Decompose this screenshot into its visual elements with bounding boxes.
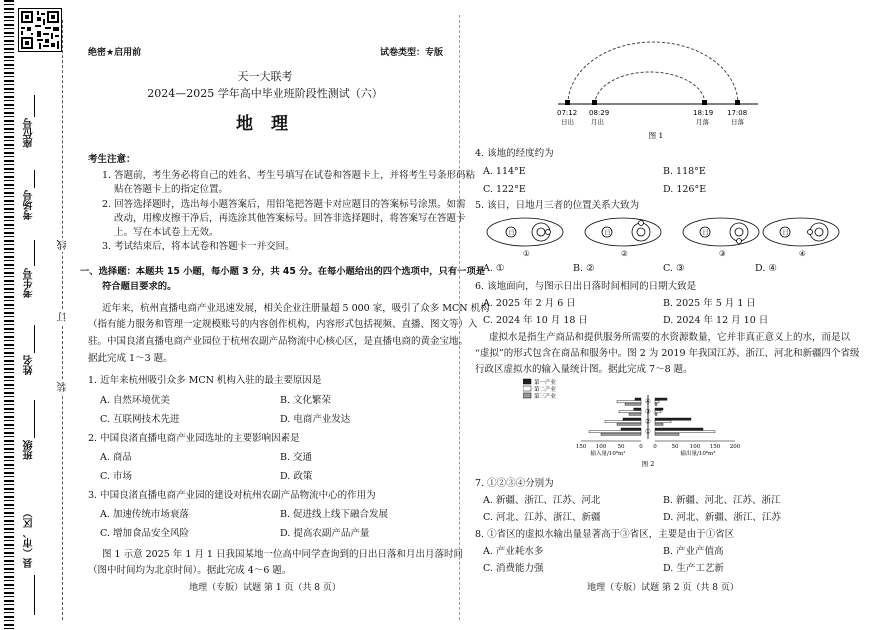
time-marker — [592, 100, 597, 105]
input-bar — [601, 433, 641, 435]
confidential-mark: 绝密★启用前 — [88, 48, 142, 58]
q8-option-d[interactable]: D. 生产工艺新 — [663, 563, 724, 574]
blank-line — [34, 170, 35, 188]
output-bar — [655, 411, 661, 413]
question-8-stem: 8. ①省区的虚拟水输出量显著高于③省区，主要是由于①省区 — [475, 529, 735, 540]
svg-text:日: 日 — [604, 229, 611, 237]
category-label: ③ — [645, 407, 651, 416]
legend-swatch — [523, 386, 531, 391]
q5-option-d[interactable]: D. ④ — [755, 263, 777, 274]
q1-option-c[interactable]: C. 互联网技术先进 — [100, 414, 180, 425]
tick-label: 100 — [595, 444, 607, 450]
input-bar — [623, 418, 641, 420]
binding-strip — [0, 0, 70, 630]
orbit-diagram-4 — [763, 218, 839, 258]
time-label: 07:12 — [557, 109, 578, 117]
subject-title: 地 理 — [236, 114, 294, 134]
time-marker — [565, 100, 570, 105]
page-1 — [80, 0, 490, 630]
q3-option-b[interactable]: B. 促进线上线下融合发展 — [280, 509, 389, 520]
binding-field-seat: 座位号 — [24, 118, 35, 148]
note-line: 改动，用橡皮擦干净后，再选涂其他答案标号。回答非选择题时，将答案写在答题卡 — [114, 213, 466, 224]
note-line: 上。写在本试卷上无效。 — [114, 227, 219, 238]
barcode — [4, 0, 14, 630]
binding-field-county: 县（市、区） — [24, 508, 35, 568]
input-bar — [625, 403, 641, 405]
q4-option-c[interactable]: C. 122°E — [483, 184, 526, 195]
q6-option-d[interactable]: D. 2024 年 12 月 10 日 — [663, 315, 769, 326]
exam-title: 2024—2025 学年高中毕业班阶段性测试（六） — [147, 87, 383, 100]
svg-text:日: 日 — [508, 229, 515, 237]
output-bar — [655, 431, 715, 433]
input-bar — [621, 428, 641, 430]
figure-2-chart — [523, 377, 783, 471]
q5-option-b[interactable]: B. ② — [573, 263, 595, 274]
output-bar — [655, 403, 657, 405]
blank-line — [34, 95, 35, 117]
q8-option-b[interactable]: B. 产业产值高 — [663, 546, 724, 557]
chart-legend — [523, 378, 557, 400]
seal-mark-line: 线 — [58, 240, 69, 250]
diagram-label: ② — [621, 249, 628, 258]
q4-option-d[interactable]: D. 126°E — [663, 184, 707, 195]
note-line: 贴在答题卡上的指定位置。 — [114, 184, 229, 195]
time-marker — [735, 100, 740, 105]
diagram-label: ③ — [719, 249, 726, 258]
question-3-stem: 3. 中国良渚直播电商产业园的建设对杭州农副产品物流中心的作用为 — [88, 490, 376, 501]
output-bar — [655, 413, 657, 415]
input-bar — [629, 413, 641, 415]
passage-line: 近年来，杭州直播电商产业迅速发展，相关企业注册量超 5 000 家，吸引了众多 MCN 机构 — [102, 303, 490, 314]
section-heading: 一、选择题：本题共 15 小题，每小题 3 分，共 45 分。在每小题给出的四个选项中，只有一项是 — [80, 266, 486, 277]
svg-text:日: 日 — [702, 229, 709, 237]
passage-line: （图中时间均为北京时间）。据此完成 4～6 题。 — [88, 565, 292, 576]
time-label: 17:08 — [727, 109, 748, 117]
q3-option-a[interactable]: A. 加速传统市场衰落 — [100, 509, 189, 520]
output-bar — [655, 433, 679, 435]
blank-line — [34, 400, 35, 438]
passage-line: 虚拟水是指生产商品和提供服务所需要的水资源数量，它并非真正意义上的水，而是以 — [489, 332, 851, 343]
blank-line — [34, 575, 35, 615]
footer-page-1: 地理（专版）试题 第 1 页（共 8 页） — [189, 583, 341, 593]
passage-line: “虚拟”的形式包含在商品和服务中。图 2 为 2019 年我国江苏、浙江、河北和新疆四个省级 — [475, 348, 860, 359]
input-bar — [589, 431, 641, 433]
q6-option-c[interactable]: C. 2024 年 10 月 18 日 — [483, 315, 588, 326]
q3-option-d[interactable]: D. 提高农副产品产量 — [280, 528, 370, 539]
input-bar — [619, 411, 641, 413]
question-1-stem: 1. 近年来杭州吸引众多 MCN 机构入驻的最主要原因是 — [88, 375, 322, 386]
q3-option-c[interactable]: C. 增加食品安全风险 — [100, 528, 189, 539]
q7-option-c[interactable]: C. 河北、江苏、浙江、新疆 — [483, 512, 601, 523]
binding-field-room: 考场号 — [24, 190, 35, 220]
diagram-label: ① — [523, 249, 530, 258]
note-line: 3. 考试结束后，将本试卷和答题卡一并交回。 — [102, 241, 295, 252]
output-bar — [655, 408, 663, 410]
legend-swatch — [523, 379, 531, 384]
passage-line: 图 1 示意 2025 年 1 月 1 日我国某地一位高中同学查询到的日出日落和月出月落时间 — [102, 549, 463, 560]
output-bar — [655, 423, 663, 425]
figure-1-caption: 图 1 — [648, 131, 664, 140]
q6-option-a[interactable]: A. 2025 年 2 月 6 日 — [483, 298, 576, 309]
qr-code-icon — [18, 8, 62, 52]
note-line: 2. 回答选择题时，选出每小题答案后，用铅笔把答题卡对应题目的答案标号涂黑。如需 — [102, 199, 466, 210]
q2-option-a[interactable]: A. 商品 — [100, 452, 132, 463]
orbit-diagram-1 — [487, 218, 563, 258]
note-line: 1. 答题前，考生务必将自己的姓名、考生号填写在试卷和答题卡上，并将考生号条形码粘 — [102, 170, 476, 181]
passage-line: （指有能力服务和管理一定规模账号的内容创作机构，内容形式包括视频、直播、图文等）入 — [88, 319, 478, 330]
sun-arc — [568, 42, 738, 104]
question-6-stem: 6. 该地面向，与图示日出日落时间相同的日期大致是 — [475, 281, 697, 292]
figure-2-caption: 图 2 — [641, 460, 655, 468]
q7-option-d[interactable]: D. 河北、新疆、浙江、江苏 — [663, 512, 781, 523]
binding-field-class: 班级 — [24, 440, 35, 460]
q5-orbit-diagrams — [483, 214, 853, 260]
section-heading-cont: 符合题目要求的。 — [102, 281, 177, 292]
q2-option-b[interactable]: B. 交通 — [280, 452, 313, 463]
seal-mark-staple: 订 — [58, 312, 69, 322]
legend-swatch — [523, 393, 531, 398]
passage-line: 行政区虚拟水的输入量统计图。据此完成 7～8 题。 — [475, 364, 693, 375]
blank-line — [34, 240, 35, 266]
category-label: ① — [645, 427, 651, 436]
svg-text:日: 日 — [782, 229, 789, 237]
output-bar — [655, 398, 667, 400]
paper-type: 试卷类型：专版 — [380, 48, 444, 58]
q5-option-c[interactable]: C. ③ — [663, 263, 685, 274]
event-label: 月落 — [696, 118, 709, 126]
question-2-stem: 2. 中国良渚直播电商产业园选址的主要影响因素是 — [88, 433, 300, 444]
event-label: 月出 — [591, 118, 604, 126]
blank-line — [34, 325, 35, 353]
tick-label: 150 — [575, 444, 587, 450]
question-4-stem: 4. 该地的经度约为 — [475, 148, 554, 159]
binding-field-id: 考生号 — [24, 268, 35, 298]
q7-option-b[interactable]: B. 新疆、河北、江苏、浙江 — [663, 495, 781, 506]
tick-label: 0 — [653, 444, 657, 450]
page-2 — [473, 0, 860, 630]
q8-option-a[interactable]: A. 产业耗水多 — [483, 546, 544, 557]
question-7-stem: 7. ①②③④分别为 — [475, 478, 554, 489]
question-5-stem: 5. 该日，日地月三者的位置关系大致为 — [475, 200, 640, 211]
q2-option-c[interactable]: C. 市场 — [100, 471, 132, 482]
legend-label: 第三产业 — [534, 394, 557, 400]
input-bar — [635, 398, 641, 400]
input-bar — [617, 423, 641, 425]
tick-label: 50 — [617, 444, 625, 450]
seal-mark-bind: 装 — [58, 382, 69, 392]
q1-option-d[interactable]: D. 电商产业发达 — [280, 414, 351, 425]
input-bar — [634, 408, 641, 410]
chart-bars — [589, 398, 715, 435]
q4-option-b[interactable]: B. 118°E — [663, 166, 706, 177]
output-bar — [655, 421, 671, 423]
moon-arc — [595, 72, 705, 104]
input-bar — [617, 401, 641, 403]
tick-label: 50 — [671, 444, 679, 450]
axis-label: 输出量/10⁸m³ — [680, 451, 716, 457]
legend-label: 第一产业 — [534, 380, 557, 386]
legend-label: 第二产业 — [534, 387, 557, 393]
exam-name: 天一大联考 — [237, 70, 293, 83]
output-bar — [655, 428, 703, 430]
diagram-label: ④ — [799, 249, 806, 258]
tick-label: 100 — [689, 444, 701, 450]
time-label: 18:19 — [693, 109, 714, 117]
q6-option-b[interactable]: B. 2025 年 5 月 1 日 — [663, 298, 756, 309]
tick-label: 150 — [709, 444, 721, 450]
category-label: ② — [645, 417, 651, 426]
figure-1 — [553, 34, 763, 144]
footer-page-2: 地理（专版）试题 第 2 页（共 8 页） — [587, 583, 739, 593]
passage-line: 驻。中国良渚直播电商产业园位于杭州农副产品物流中心核心区，是直播电商的黄金宝地。 — [88, 336, 469, 347]
q8-option-c[interactable]: C. 消费能力强 — [483, 563, 544, 574]
category-label: ④ — [645, 397, 651, 406]
output-bar — [655, 401, 659, 403]
orbit-diagram-2 — [585, 218, 661, 258]
output-bar — [655, 418, 691, 420]
time-label: 08:29 — [589, 109, 610, 117]
q1-option-a[interactable]: A. 自然环境优美 — [100, 395, 170, 406]
tick-label: 200 — [729, 444, 741, 450]
orbit-diagram-3 — [683, 218, 759, 258]
input-bar — [605, 421, 641, 423]
notes-title: 考生注意： — [88, 154, 136, 165]
q2-option-d[interactable]: D. 政策 — [280, 471, 313, 482]
event-label: 日落 — [731, 118, 744, 126]
event-label: 日出 — [561, 118, 574, 126]
q1-option-b[interactable]: B. 文化繁荣 — [280, 395, 332, 406]
q5-option-a[interactable]: A. ① — [483, 263, 505, 274]
binding-field-name: 姓名 — [24, 355, 35, 375]
passage-line: 据此完成 1～3 题。 — [88, 353, 173, 364]
axis-label: 输入量/10⁸m³ — [590, 451, 626, 457]
q7-option-a[interactable]: A. 新疆、浙江、江苏、河北 — [483, 495, 601, 506]
time-marker — [702, 100, 707, 105]
q4-option-a[interactable]: A. 114°E — [483, 166, 526, 177]
tick-label: 0 — [639, 444, 643, 450]
